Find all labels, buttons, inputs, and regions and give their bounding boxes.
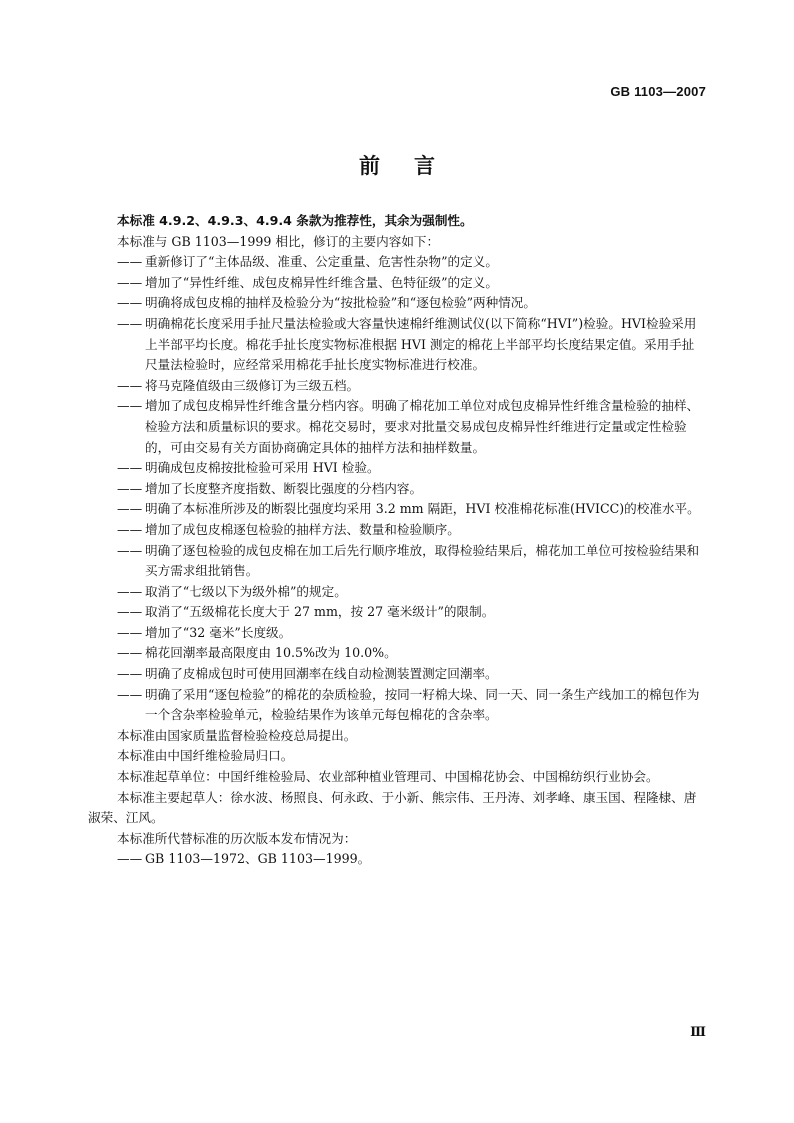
list-item-text: 重新修订了“主体品级、准重、公定重量、危害性杂物”的定义。	[145, 254, 498, 270]
list-dash: ——	[117, 398, 143, 414]
list-item-text: 增加了成包皮棉异性纤维含量分档内容。明确了棉花加工单位对成包皮棉异性纤维含量检验的抽样、检验方法和质量标识的要求。棉花交易时，要求对批量交易成包皮棉异性纤维进行定量或定性检验的，可由交易有关方面协商确定具体的抽样方法和抽样数量。	[145, 398, 700, 455]
list-dash: ——	[117, 377, 143, 393]
list-item-text: 取消了“五级棉花长度大于 27 mm，按 27 毫米级计”的限制。	[145, 604, 495, 620]
list-dash: ——	[117, 521, 143, 537]
list-item-text: 明确棉花长度采用手扯尺量法检验或大容量快速棉纤维测试仪(以下简称“HVI”)检验。HVI检验采用上半部平均长度。棉花手扯长度实物标准根据 HVI 测定的棉花上半部平均长度结果定值。采用手扯尺量法检验时，应经常采用棉花手扯长度实物标准进行校准。	[145, 315, 697, 373]
list-item-text: 将马克隆值级由三级修订为三级五档。	[145, 377, 360, 393]
list-item	[88, 314, 706, 376]
list-item	[88, 499, 706, 520]
page-title: 前言	[359, 154, 469, 178]
list-dash: ——	[117, 501, 143, 517]
list-dash: ——	[117, 295, 143, 311]
list-item	[88, 252, 706, 273]
changes-list	[88, 252, 706, 726]
list-item-text: 增加了成包皮棉逐包检验的抽样方法、数量和检验顺序。	[145, 521, 460, 537]
drafters: 本标准主要起草人：徐水波、杨照良、何永政、于小新、熊宗伟、王丹涛、刘孝峰、康玉国、程隆棣、唐淑荣、江风。	[88, 789, 697, 826]
list-item-text: 明确了采用“逐包检验”的棉花的杂质检验，按同一籽棉大垛、同一天、同一条生产线加工的棉包作为一个含杂率检验单元，检验结果作为该单元每包棉花的含杂率。	[145, 686, 700, 723]
list-item-text: 明确成包皮棉按批检验可采用 HVI 检验。	[145, 460, 380, 476]
proposed-by: 本标准由国家质量监督检验检疫总局提出。	[117, 727, 357, 743]
list-item-text: 取消了“七级以下为级外棉”的规定。	[145, 583, 347, 599]
comparison-statement: 本标准与 GB 1103—1999 相比，修订的主要内容如下：	[117, 233, 440, 249]
list-item-text: 增加了“32 毫米”长度级。	[145, 624, 292, 640]
list-item	[88, 479, 706, 500]
history-text: GB 1103—1972、GB 1103—1999。	[145, 851, 371, 867]
list-item-text: 棉花回潮率最高限度由 10.5%改为 10.0%。	[145, 645, 397, 661]
list-item-text: 明确了本标准所涉及的断裂比强度均采用 3.2 mm 隔距，HVI 校准棉花标准(HVICC)的校准水平。	[145, 501, 700, 517]
list-item	[88, 602, 706, 623]
list-item	[88, 664, 706, 685]
list-item	[88, 458, 706, 479]
list-dash: ——	[117, 254, 143, 270]
list-dash: ——	[117, 460, 143, 476]
list-dash: ——	[117, 666, 143, 682]
list-dash: ——	[117, 604, 143, 620]
list-item	[88, 520, 706, 541]
list-dash: ——	[117, 274, 143, 290]
list-item	[88, 582, 706, 603]
list-item	[88, 541, 706, 582]
list-item-text: 增加了“异性纤维、成包皮棉异性纤维含量、色特征级”的定义。	[145, 274, 498, 290]
list-item-text: 明确了逐包检验的成包皮棉在加工后先行顺序堆放，取得检验结果后，棉花加工单位可按检验结果和买方需求组批销售。	[145, 542, 700, 579]
applicability-statement: 本标准 4.9.2、4.9.3、4.9.4 条款为推荐性，其余为强制性。	[117, 213, 473, 228]
list-dash: ——	[117, 583, 143, 599]
list-dash: ——	[117, 624, 143, 640]
list-dash: ——	[117, 315, 143, 331]
list-item-text: 增加了长度整齐度指数、断裂比强度的分档内容。	[145, 480, 423, 496]
list-item	[88, 293, 706, 314]
list-item	[88, 685, 706, 726]
drafting-units: 本标准起草单位：中国纤维检验局、农业部种植业管理司、中国棉花协会、中国棉纺织行业协会。	[117, 769, 659, 785]
list-item	[88, 376, 706, 397]
list-item-text: 明确将成包皮棉的抽样及检验分为“按批检验”和“逐包检验”两种情况。	[145, 295, 536, 311]
list-dash: ——	[117, 542, 143, 558]
list-dash: ——	[117, 480, 143, 496]
page-number: Ⅲ	[690, 1024, 706, 1039]
managed-by: 本标准由中国纤维检验局归口。	[117, 748, 294, 764]
list-item	[88, 643, 706, 664]
history-item	[88, 849, 706, 870]
list-item-text: 明确了皮棉成包时可使用回潮率在线自动检测装置测定回潮率。	[145, 666, 498, 682]
list-dash: ——	[117, 645, 143, 661]
list-item	[88, 623, 706, 644]
list-dash: ——	[117, 851, 143, 867]
list-item	[88, 273, 706, 294]
document-body	[88, 211, 706, 870]
document-number: GB 1103—2007	[610, 84, 706, 99]
list-item	[88, 396, 706, 458]
history-intro: 本标准所代替标准的历次版本发布情况为：	[117, 830, 357, 846]
list-dash: ——	[117, 686, 143, 702]
